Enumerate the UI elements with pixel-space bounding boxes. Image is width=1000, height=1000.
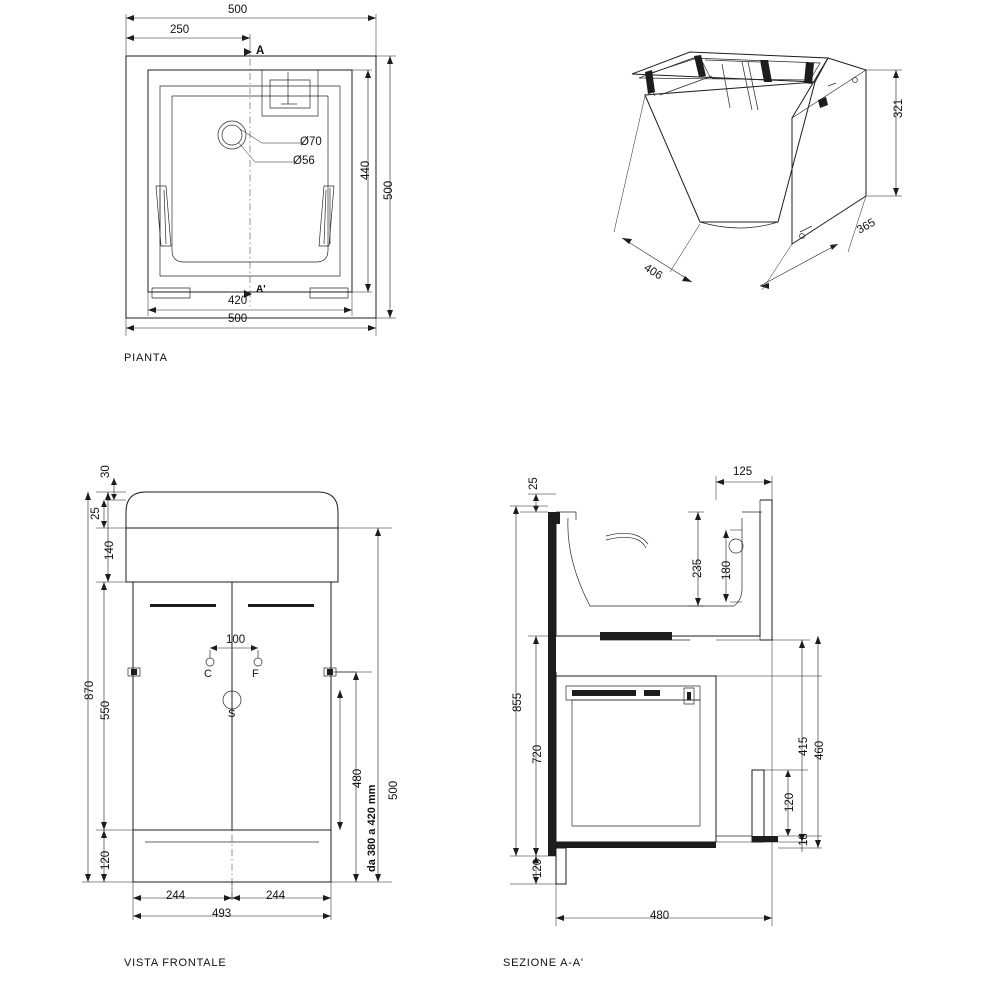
front-dim-30: 30 — [100, 465, 112, 478]
front-dim-870: 870 — [84, 680, 96, 700]
section-dim-460: 460 — [814, 740, 826, 760]
section-dim-180: 180 — [721, 560, 733, 580]
isometric-view — [614, 52, 902, 290]
front-dim-493: 493 — [212, 908, 232, 920]
section-dim-720: 720 — [532, 744, 544, 764]
section-view — [510, 476, 822, 926]
section-dim-480: 480 — [650, 910, 670, 922]
plan-dim-420: 420 — [228, 295, 248, 307]
front-dim-480: 480 — [352, 768, 364, 788]
plan-dim-440: 440 — [360, 160, 372, 180]
plan-dim-top-overall: 500 — [228, 4, 248, 16]
plan-callout-drain-outer: Ø70 — [300, 136, 322, 148]
iso-dim-406: 406 — [641, 262, 665, 283]
front-view — [82, 478, 392, 920]
section-dim-18: 18 — [798, 833, 810, 846]
front-dim-244-left: 244 — [166, 890, 186, 902]
front-dim-120: 120 — [100, 850, 112, 870]
front-marker-hot: F — [252, 668, 259, 680]
plan-callout-drain-inner: Ø56 — [293, 155, 315, 167]
plan-caption: PIANTA — [124, 352, 168, 364]
front-dim-500: 500 — [388, 780, 400, 800]
section-dim-120-left: 120 — [532, 858, 544, 878]
front-marker-drain: S — [228, 708, 236, 720]
plan-section-mark-a-prime: A' — [256, 284, 266, 295]
section-dim-125: 125 — [733, 466, 753, 478]
section-dim-120-right: 120 — [784, 792, 796, 812]
plan-dim-right-500: 500 — [383, 180, 395, 200]
front-dim-140: 140 — [104, 540, 116, 560]
section-dim-235: 235 — [692, 558, 704, 578]
section-dim-415: 415 — [798, 736, 810, 756]
front-note-adjustable: da 380 a 420 mm — [366, 784, 378, 872]
front-dim-25: 25 — [90, 507, 102, 520]
plan-dim-250: 250 — [170, 24, 190, 36]
front-caption: VISTA FRONTALE — [124, 957, 227, 969]
front-dim-100: 100 — [226, 634, 246, 646]
front-dim-244-right: 244 — [266, 890, 286, 902]
front-marker-cold: C — [204, 668, 212, 680]
front-dim-550: 550 — [100, 700, 112, 720]
section-caption: SEZIONE A-A' — [503, 957, 584, 969]
iso-dim-365: 365 — [855, 216, 878, 237]
plan-section-mark-a: A — [256, 45, 265, 57]
section-dim-25: 25 — [528, 477, 540, 490]
section-dim-855: 855 — [512, 692, 524, 712]
plan-dim-bottom-500: 500 — [228, 313, 248, 325]
iso-dim-321: 321 — [893, 98, 905, 118]
